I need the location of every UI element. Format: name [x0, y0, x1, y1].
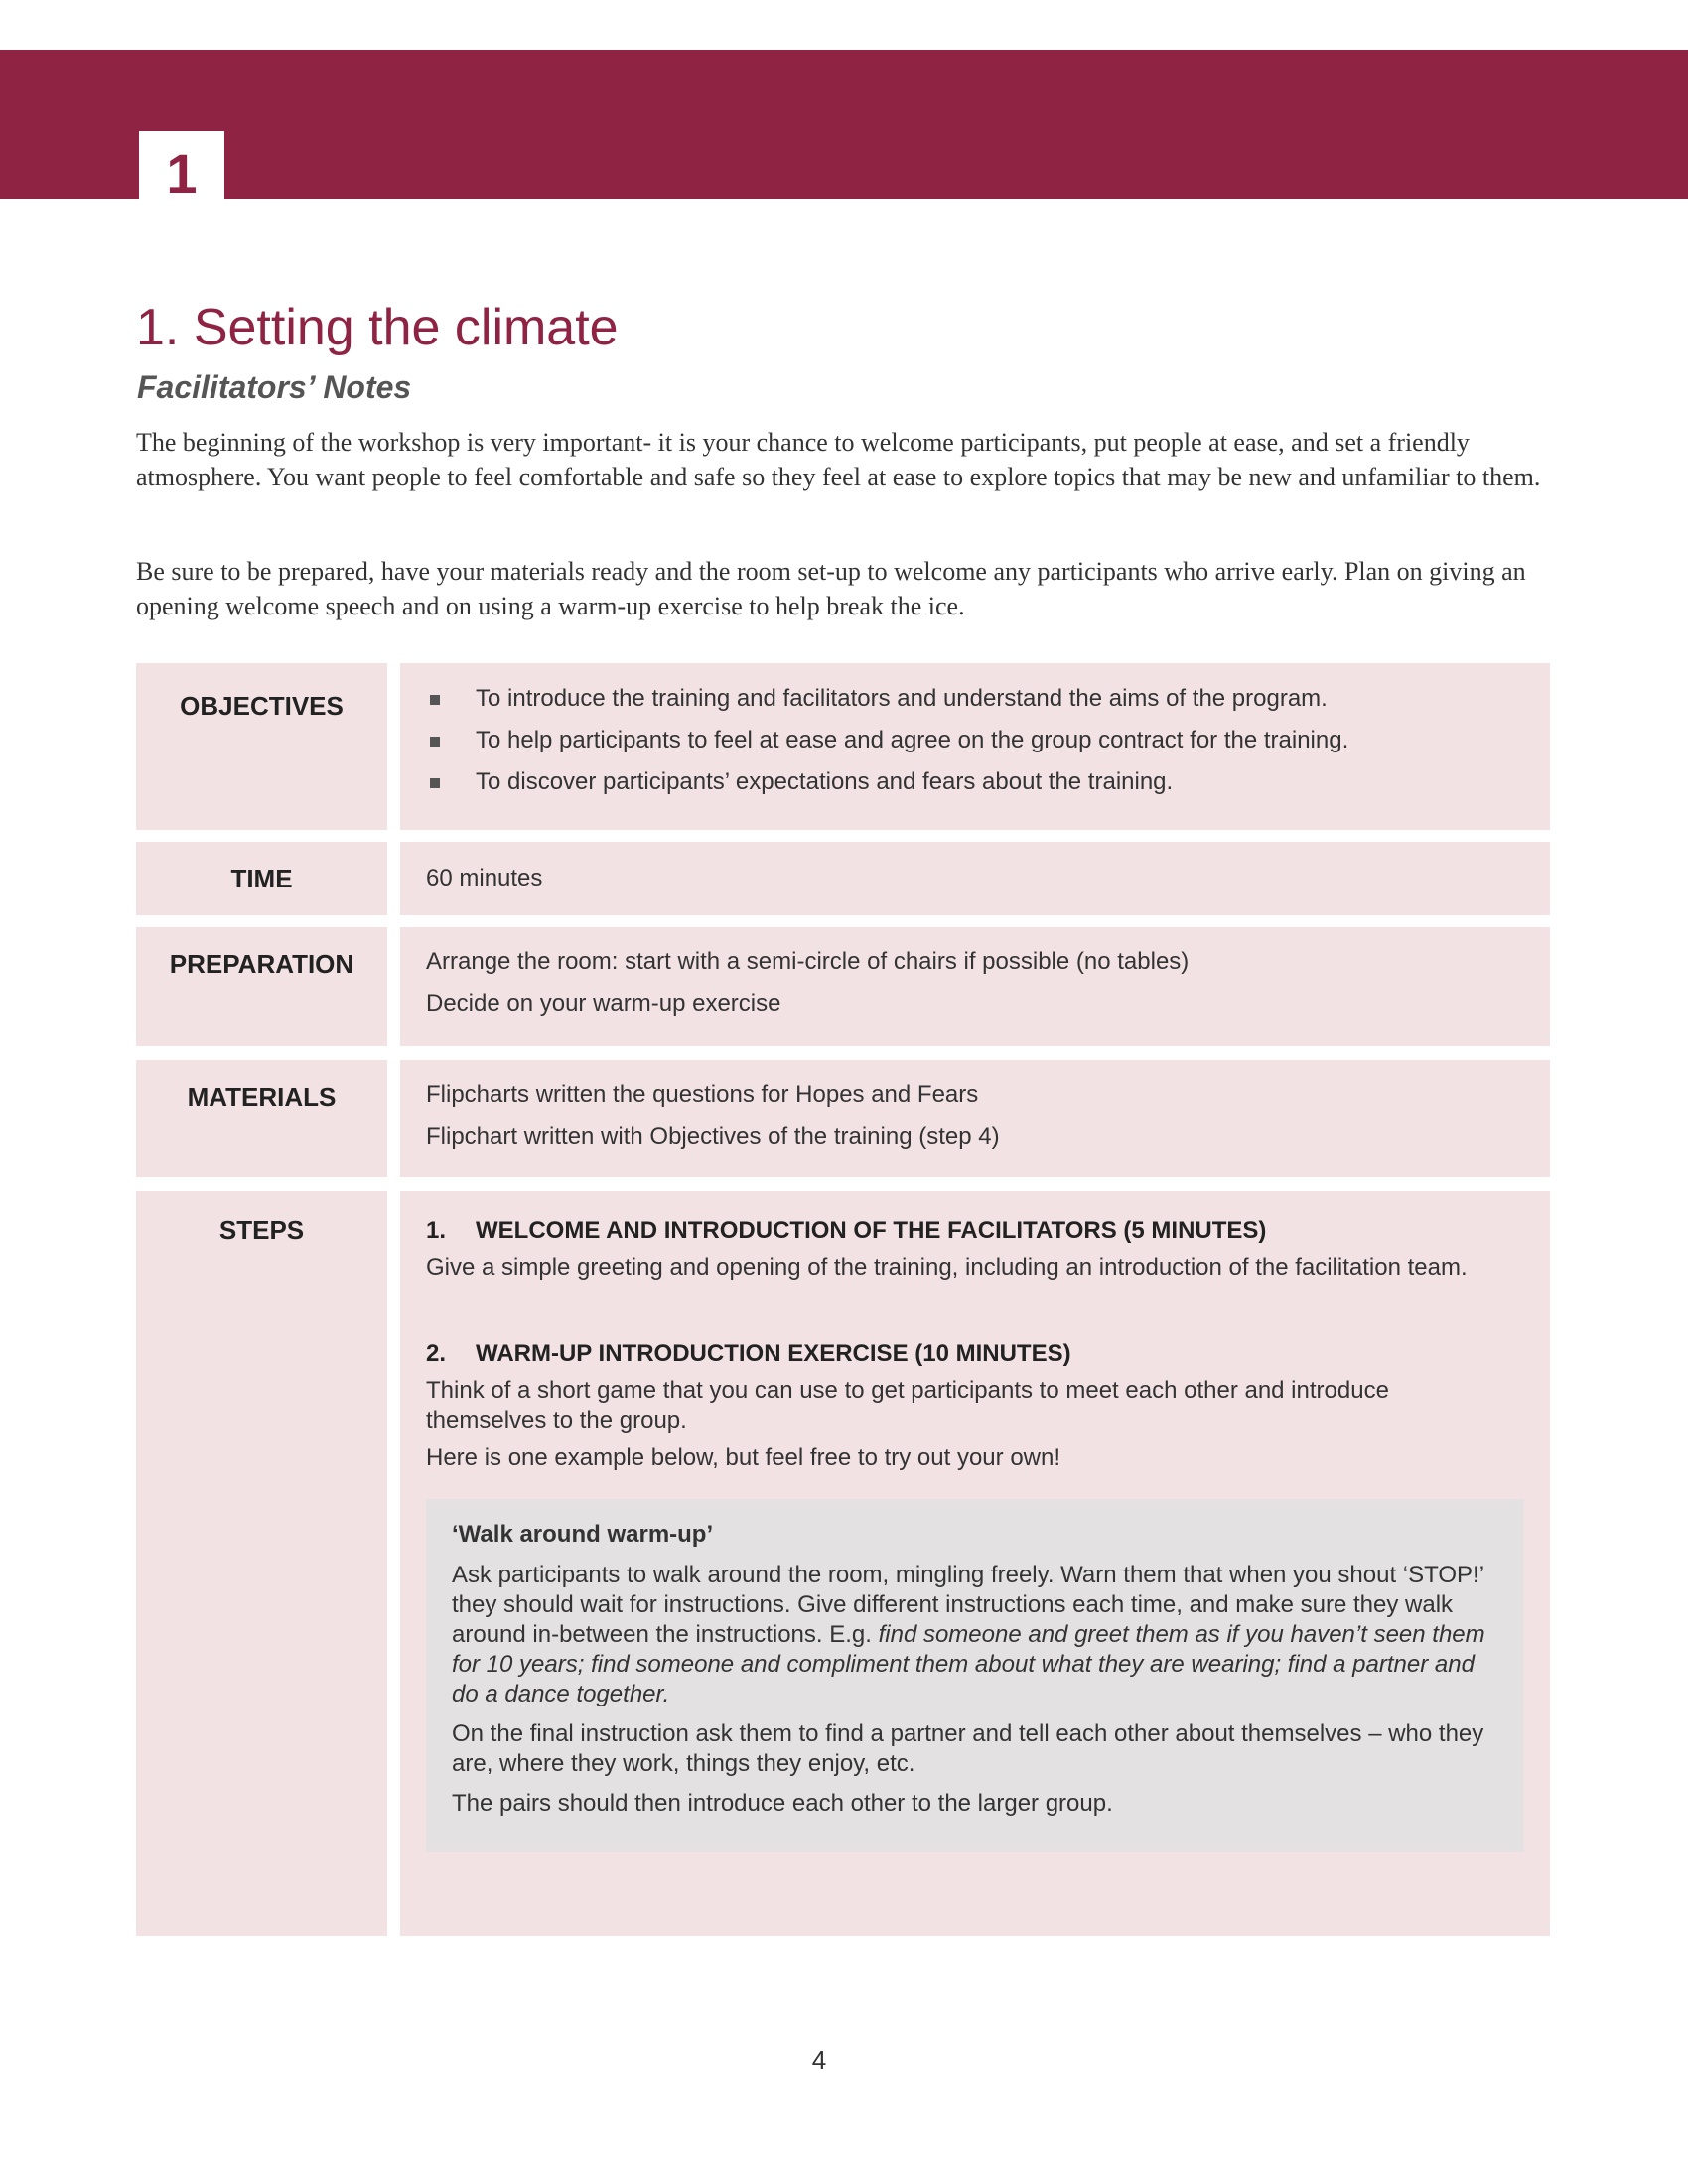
example-paragraph-3: The pairs should then introduce each other to the larger group.: [452, 1790, 1113, 1817]
chapter-banner: [0, 50, 1688, 205]
page-number: 4: [811, 2045, 827, 2075]
intro-paragraph-1: The beginning of the workshop is very important- it is your chance to welcome participants, put people at ease, and set a friendly atmosphere. You want people to feel comfortable and safe so they feel at ease to explore topics that may be new and unfamiliar to them.: [136, 428, 1541, 491]
preparation-content: [400, 927, 1550, 1046]
list-item: Arrange the room: start with a semi-circle of chairs if possible (no tables): [426, 948, 1190, 975]
example-title: ‘Walk around warm-up’: [452, 1521, 714, 1548]
materials-row: [136, 1060, 1550, 1177]
step-2-text: Think of a short game that you can use to get participants to meet each other and introduce themselves to the group.: [426, 1377, 1389, 1433]
objectives-label: OBJECTIVES: [136, 663, 387, 830]
list-item: Flipchart written with Objectives of the training (step 4): [426, 1123, 1000, 1150]
section-subtitle: Facilitators’ Notes: [137, 369, 412, 405]
step-2-heading: 2. WARM-UP INTRODUCTION EXERCISE (10 MINUTES): [426, 1340, 1071, 1367]
list-item: To help participants to feel at ease and agree on the group contract for the training.: [426, 727, 1524, 768]
preparation-row: [136, 927, 1550, 1046]
time-row: [136, 842, 1550, 915]
chapter-number: 1: [139, 131, 224, 214]
step-2-text: Here is one example below, but feel free to try out your own!: [426, 1444, 1061, 1471]
list-item: Flipcharts written the questions for Hopes and Fears: [426, 1081, 979, 1108]
square-bullet-icon: [430, 737, 440, 747]
step-1-heading: 1. WELCOME AND INTRODUCTION OF THE FACILITATORS (5 MINUTES): [426, 1217, 1267, 1244]
preparation-label: PREPARATION: [136, 927, 387, 1046]
example-paragraph-1: Ask participants to walk around the room, mingling freely. Warn them that when you shout ‘STOP!’ they should wait for instructions. Give different instructions each time, and make sure they walk around in-between the instructions. E.g. find someone and greet them as if you haven’t seen them for 10 years; find someone and compliment them about what they are wearing; find a partner and do a dance together.: [452, 1562, 1485, 1707]
list-item: To discover participants’ expectations and fears about the training.: [426, 768, 1524, 810]
objectives-content: [400, 663, 1550, 830]
objectives-row: [136, 663, 1550, 830]
square-bullet-icon: [430, 778, 440, 788]
steps-content: [400, 1191, 1550, 1936]
materials-label: MATERIALS: [136, 1060, 387, 1177]
section-title: 1. Setting the climate: [136, 299, 619, 356]
square-bullet-icon: [430, 695, 440, 705]
objectives-list: [426, 685, 1524, 810]
time-value: 60 minutes: [400, 842, 1550, 915]
materials-content: [400, 1060, 1550, 1177]
list-item: Decide on your warm-up exercise: [426, 990, 781, 1017]
step-1-text: Give a simple greeting and opening of the training, including an introduction of the facilitation team.: [426, 1254, 1468, 1281]
steps-row: [136, 1191, 1550, 1936]
example-paragraph-2: On the final instruction ask them to find a partner and tell each other about themselves – who they are, where they work, things they enjoy, etc.: [452, 1720, 1484, 1777]
example-box: [426, 1499, 1524, 1852]
steps-label: STEPS: [136, 1191, 387, 1936]
time-label: TIME: [136, 842, 387, 915]
list-item: To introduce the training and facilitators and understand the aims of the program.: [426, 685, 1524, 727]
intro-paragraph-2: Be sure to be prepared, have your materials ready and the room set-up to welcome any participants who arrive early. Plan on giving an opening welcome speech and on using a warm-up exercise to help break the ice.: [136, 557, 1526, 620]
